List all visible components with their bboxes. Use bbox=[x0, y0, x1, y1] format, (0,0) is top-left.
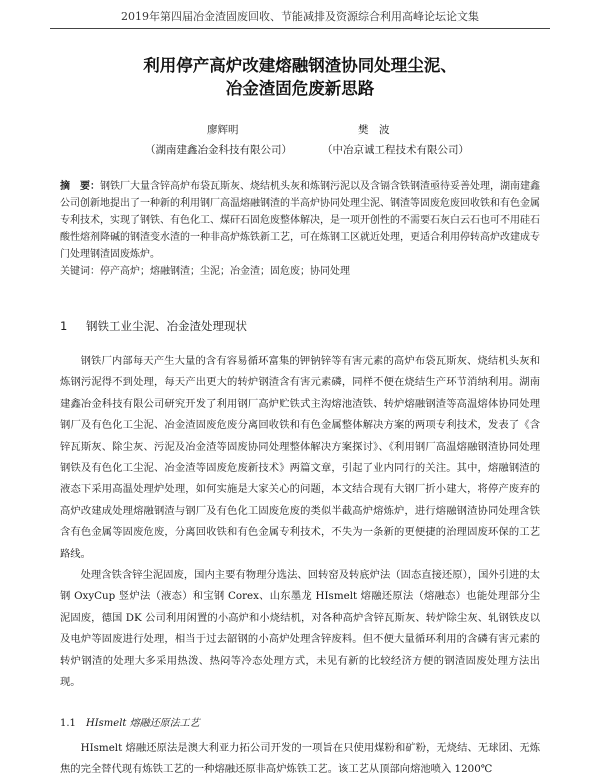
abstract bbox=[60, 178, 540, 280]
subsection-1-1-body bbox=[60, 738, 540, 781]
paper-title bbox=[40, 54, 560, 100]
section-1-body bbox=[60, 351, 540, 694]
section-1-heading bbox=[60, 318, 247, 334]
keywords-line bbox=[60, 263, 540, 280]
title-line-1: 利用停产高炉改建熔融钢渣协同处理尘泥、 bbox=[143, 56, 457, 75]
author-affiliation-1: （湖南建鑫冶金科技有限公司） bbox=[145, 144, 292, 156]
section-1-title: 钢铁工业尘泥、冶金渣处理现状 bbox=[86, 319, 247, 333]
subsection-1-1-heading bbox=[60, 714, 200, 729]
abstract-paragraph bbox=[60, 178, 540, 263]
subsection-number: 1.1 bbox=[60, 718, 76, 729]
section-1-paragraph-2: 处理含铁含锌尘泥固废，国内主要有物理分选法、回转窑及转底炉法（固态直接还原），国外引进的太钢 OxyCup 竖炉法（液态）和宝钢 Corex、山东墨龙 HIsmelt 熔融还原法（熔融态）也能处理部分尘泥固废，德国 DK 公司利用闲置的小高炉和小烧结机，对各种高炉含锌瓦斯灰、转炉除尘灰、轧钢铁皮以及电炉等固废进行处理，相当于过去韶钢的小高炉处理含锌废料。但不便大量循环利用的含磷有害元素的转炉钢渣的处理大多采用热泼、热闷等冷态处理方式，未见有新的比较经济方便的钢渣固废处理方法出现。 bbox=[60, 569, 540, 689]
abstract-label: 摘 要： bbox=[60, 181, 100, 192]
abstract-text: 钢铁厂大量含锌高炉布袋瓦斯灰、烧结机头灰和炼钢污泥以及含镉含铁钢渣亟待妥善处理，湖南建鑫公司创新地提出了一种新的利用钢厂高温熔融钢渣的半高炉协同处理尘泥、钢渣等固废危废回收铁和有色金属专利技术，实现了钢铁、有色化工、煤矸石固危废整体解决，是一项开创性的不需要石灰白云石也可不用硅石酸性熔剂降碱的钢渣变水渣的一种非高炉炼铁新工艺，可在炼钢工区就近处理，更适合利用停转高炉改建成专门处理钢渣固废炼炉。 bbox=[60, 181, 540, 260]
header-divider bbox=[50, 28, 550, 29]
running-header: 2019年第四届冶金渣固废回收、节能减排及资源综合利用高峰论坛论文集 bbox=[121, 10, 479, 23]
keywords-text: 停产高炉；熔融钢渣；尘泥；冶金渣；固危废；协同处理 bbox=[100, 266, 350, 277]
title-line-2: 冶金渣固危废新思路 bbox=[225, 79, 375, 98]
keywords-label: 关键词： bbox=[60, 266, 100, 277]
subsection-title: HIsmelt 熔融还原法工艺 bbox=[86, 718, 200, 729]
author-name-1: 廖辉明 bbox=[207, 124, 239, 136]
author-name-2: 樊 波 bbox=[358, 124, 390, 136]
subsection-paragraph: HIsmelt 熔融还原法是澳大利亚力拓公司开发的一项旨在只使用煤粉和矿粉，无烧结、无球团、无炼焦的完全替代现有炼铁工艺的一种熔融还原非高炉炼铁工艺。该工艺从顶部向熔池喷入 1200℃ bbox=[60, 742, 540, 776]
section-1-number: 1 bbox=[60, 319, 68, 333]
section-1-paragraph-1: 钢铁厂内部每天产生大量的含有容易循环富集的钾钠锌等有害元素的高炉布袋瓦斯灰、烧结机头灰和炼钢污泥得不到处理，每天产出更大的转炉钢渣含有害元素磷，同样不便在烧结生产环节消纳利用。湖南建鑫冶金科技有限公司研究开发了利用钢厂高炉贮铁式主沟熔池渣铁、转炉熔融钢渣等高温熔体协同处理钢厂及有色化工尘泥、冶金渣固废危废分离回收铁和有色金属整体解决方案的两项专利技术，发表了《含锌瓦斯灰、除尘灰、污泥及冶金渣等固废协同处理整体解决方案探讨》、《利用钢厂高温熔融钢渣协同处理钢铁及有色化工尘泥、冶金渣等固废危废新技术》两篇文章，引起了业内同行的关注。其中，熔融钢渣的液态下采用高温处理炉处理，如何实施是大家关心的问题，本文结合现有大钢厂折小建大，将停产废弃的高炉改建成处理熔融钢渣与钢厂及有色化工固废危废的类似半截高炉熔炼炉，进行熔融钢渣协同处理含铁含有色金属等固废危废，分离回收铁和有色金属专利技术，不失为一条新的更便捷的治理固废环保的工艺路线。 bbox=[60, 355, 540, 560]
author-affiliation-2: （中冶京诚工程技术有限公司） bbox=[322, 144, 469, 156]
